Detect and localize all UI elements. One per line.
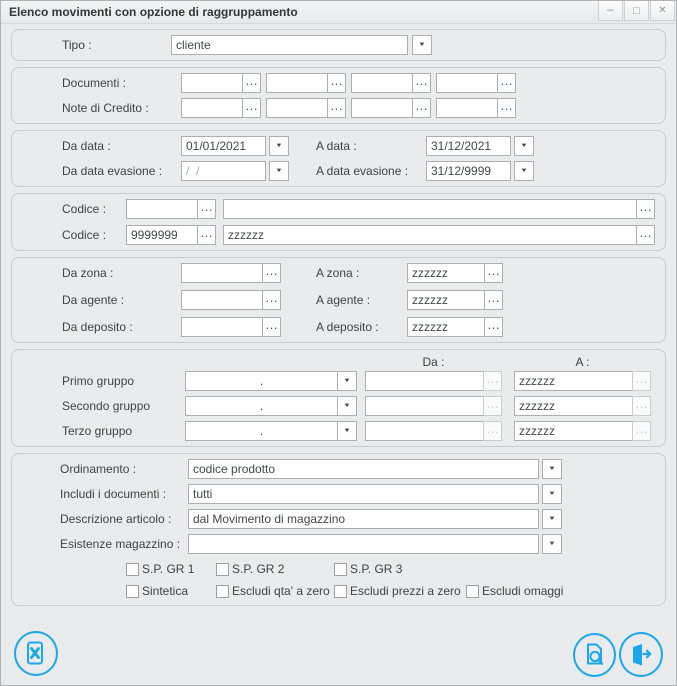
- checkbox-label: Sintetica: [142, 584, 189, 598]
- a-zona-lookup[interactable]: [484, 263, 503, 283]
- note-credito-input-1[interactable]: [181, 98, 243, 118]
- checkbox-box[interactable]: [216, 585, 229, 598]
- secondo-gruppo-dropdown-button[interactable]: [337, 396, 357, 416]
- checkbox-sp-gr-2[interactable]: [216, 560, 284, 578]
- print-preview-icon: [583, 642, 607, 668]
- secondo-gruppo-a-input[interactable]: [514, 396, 633, 416]
- checkbox-label: S.P. GR 1: [142, 562, 195, 576]
- chevron-down-icon: ▼: [275, 168, 283, 174]
- export-excel-button[interactable]: [14, 631, 58, 676]
- codice-label-2: Codice :: [62, 228, 107, 242]
- checkbox-box[interactable]: [126, 563, 139, 576]
- checkbox-sp-gr-3[interactable]: [334, 560, 402, 578]
- documenti-input-1[interactable]: [181, 73, 243, 93]
- includi-documenti-dropdown-button[interactable]: [542, 484, 562, 504]
- ellipsis-icon: …: [486, 370, 499, 386]
- codice-a-lookup[interactable]: [197, 225, 216, 245]
- checkbox-box[interactable]: [126, 585, 139, 598]
- tipo-row: [62, 35, 659, 55]
- close-button[interactable]: [650, 1, 675, 21]
- a-agente-lookup[interactable]: [484, 290, 503, 310]
- ellipsis-icon: …: [500, 72, 513, 88]
- minimize-button[interactable]: [598, 1, 623, 21]
- ellipsis-icon: …: [265, 262, 278, 278]
- checkbox-box[interactable]: [334, 585, 347, 598]
- documenti-row: [62, 73, 659, 93]
- note-credito-lookup-4[interactable]: [497, 98, 516, 118]
- terzo-gruppo-a-input[interactable]: [514, 421, 633, 441]
- a-zona-input[interactable]: [407, 263, 485, 283]
- checkbox-escludi-prezzi-zero[interactable]: [334, 582, 461, 600]
- descrizione-articolo-dropdown-button[interactable]: [542, 509, 562, 529]
- da-deposito-label: Da deposito :: [62, 320, 133, 334]
- da-zona-input[interactable]: [181, 263, 263, 283]
- codice-da-descrizione-lookup[interactable]: [636, 199, 655, 219]
- gruppi-header-da: Da :: [422, 355, 445, 369]
- primo-gruppo-select[interactable]: [185, 371, 338, 391]
- agente-row: [62, 290, 659, 310]
- ellipsis-icon: …: [635, 420, 648, 436]
- maximize-button[interactable]: [624, 1, 649, 21]
- documenti-label: Documenti :: [62, 76, 127, 90]
- da-evasione-label: Da data evasione :: [62, 164, 163, 178]
- excel-icon: [24, 640, 48, 667]
- checkbox-escludi-qta-zero[interactable]: [216, 582, 330, 600]
- documenti-input-3[interactable]: [351, 73, 413, 93]
- da-evasione-calendar-button[interactable]: [269, 161, 289, 181]
- a-evasione-label: A data evasione :: [316, 164, 409, 178]
- ellipsis-icon: …: [486, 420, 499, 436]
- window-controls: [597, 1, 675, 21]
- a-evasione-input[interactable]: [426, 161, 511, 181]
- chevron-down-icon: ▼: [548, 541, 556, 547]
- esistenze-magazzino-select[interactable]: [188, 534, 539, 554]
- date-row-1: [62, 136, 659, 156]
- date-section: [11, 130, 666, 187]
- primo-gruppo-a-input[interactable]: [514, 371, 633, 391]
- gruppi-header-a: A :: [575, 355, 590, 369]
- ellipsis-icon: …: [200, 198, 213, 214]
- ellipsis-icon: …: [200, 224, 213, 240]
- checkbox-sp-gr-1[interactable]: [126, 560, 194, 578]
- primo-gruppo-da-lookup: [483, 371, 502, 391]
- print-preview-button[interactable]: [573, 633, 616, 677]
- checkbox-label: S.P. GR 3: [350, 562, 403, 576]
- terzo-gruppo-da-lookup: [483, 421, 502, 441]
- codice-da-descrizione-input[interactable]: [223, 199, 637, 219]
- titlebar[interactable]: [1, 1, 676, 24]
- ordinamento-row: [60, 459, 659, 479]
- ellipsis-icon: …: [635, 370, 648, 386]
- tipo-section: [11, 29, 666, 61]
- a-deposito-input[interactable]: [407, 317, 485, 337]
- opzioni-section: [11, 453, 666, 606]
- da-data-label: Da data :: [62, 139, 111, 153]
- checkbox-escludi-omaggi[interactable]: [466, 582, 563, 600]
- chevron-down-icon: ▼: [343, 378, 351, 384]
- primo-gruppo-label: Primo gruppo: [62, 374, 135, 388]
- terzo-gruppo-label: Terzo gruppo: [62, 424, 133, 438]
- descrizione-articolo-select[interactable]: [188, 509, 539, 529]
- da-zona-lookup[interactable]: [262, 263, 281, 283]
- a-deposito-label: A deposito :: [316, 320, 379, 334]
- terzo-gruppo-select[interactable]: [185, 421, 338, 441]
- ellipsis-icon: …: [487, 316, 500, 332]
- chevron-down-icon: ▼: [548, 466, 556, 472]
- ordinamento-dropdown-button[interactable]: [542, 459, 562, 479]
- descrizione-articolo-row: [60, 509, 659, 529]
- ellipsis-icon: …: [415, 97, 428, 113]
- tipo-select[interactable]: [171, 35, 408, 55]
- ordinamento-label: Ordinamento :: [60, 462, 137, 476]
- chevron-down-icon: ▼: [520, 143, 528, 149]
- ellipsis-icon: …: [635, 395, 648, 411]
- ellipsis-icon: …: [487, 289, 500, 305]
- note-credito-input-2[interactable]: [266, 98, 328, 118]
- codice-a-descrizione-lookup[interactable]: [636, 225, 655, 245]
- note-credito-label: Note di Credito :: [62, 101, 149, 115]
- checkbox-label: Escludi prezzi a zero: [350, 584, 461, 598]
- secondo-gruppo-select[interactable]: [185, 396, 338, 416]
- ellipsis-icon: …: [245, 97, 258, 113]
- secondo-gruppo-da-input[interactable]: [365, 396, 484, 416]
- da-zona-label: Da zona :: [62, 266, 114, 280]
- terzo-gruppo-a-lookup: [632, 421, 651, 441]
- zone-section: [11, 257, 666, 343]
- descrizione-articolo-label: Descrizione articolo :: [60, 512, 172, 526]
- ellipsis-icon: …: [245, 72, 258, 88]
- date-row-2: [62, 161, 659, 181]
- exit-button[interactable]: [619, 632, 663, 677]
- da-deposito-input[interactable]: [181, 317, 263, 337]
- includi-documenti-select[interactable]: [188, 484, 539, 504]
- ellipsis-icon: …: [639, 198, 652, 214]
- codice-row-1: [62, 199, 659, 219]
- note-credito-row: [62, 98, 659, 118]
- chevron-down-icon: ▼: [343, 428, 351, 434]
- esistenze-magazzino-row: [60, 534, 659, 554]
- close-icon: ✕: [658, 5, 667, 16]
- ellipsis-icon: …: [330, 97, 343, 113]
- deposito-row: [62, 317, 659, 337]
- a-data-label: A data :: [316, 139, 357, 153]
- checkbox-label: Escludi qta' a zero: [232, 584, 330, 598]
- da-deposito-lookup[interactable]: [262, 317, 281, 337]
- a-zona-label: A zona :: [316, 266, 360, 280]
- chevron-down-icon: ▼: [275, 143, 283, 149]
- a-data-input[interactable]: [426, 136, 511, 156]
- codice-da-lookup[interactable]: [197, 199, 216, 219]
- da-agente-label: Da agente :: [62, 293, 125, 307]
- secondo-gruppo-a-lookup: [632, 396, 651, 416]
- checkbox-label: S.P. GR 2: [232, 562, 285, 576]
- da-evasione-input[interactable]: [181, 161, 266, 181]
- terzo-gruppo-dropdown-button[interactable]: [337, 421, 357, 441]
- documenti-lookup-3[interactable]: [412, 73, 431, 93]
- esistenze-magazzino-label: Esistenze magazzino :: [60, 537, 181, 551]
- checkbox-sintetica[interactable]: [126, 582, 188, 600]
- chevron-down-icon: ▼: [548, 491, 556, 497]
- primo-gruppo-a-lookup: [632, 371, 651, 391]
- note-credito-lookup-1[interactable]: [242, 98, 261, 118]
- documenti-section: [11, 67, 666, 124]
- a-agente-label: A agente :: [316, 293, 371, 307]
- note-credito-input-3[interactable]: [351, 98, 413, 118]
- minimize-icon: –: [607, 1, 614, 16]
- codice-a-descrizione-input[interactable]: [223, 225, 637, 245]
- gruppi-section: [11, 349, 666, 447]
- checkbox-row-2: [60, 582, 659, 600]
- includi-documenti-label: Includi i documenti :: [60, 487, 167, 501]
- note-credito-input-4[interactable]: [436, 98, 498, 118]
- chevron-down-icon: ▼: [548, 516, 556, 522]
- maximize-icon: □: [633, 4, 640, 17]
- ellipsis-icon: …: [500, 97, 513, 113]
- ordinamento-select[interactable]: [188, 459, 539, 479]
- primo-gruppo-dropdown-button[interactable]: [337, 371, 357, 391]
- checkbox-box[interactable]: [216, 563, 229, 576]
- ellipsis-icon: …: [330, 72, 343, 88]
- tipo-label: Tipo :: [62, 38, 92, 52]
- secondo-gruppo-label: Secondo gruppo: [62, 399, 151, 413]
- exit-door-icon: [628, 641, 654, 668]
- documenti-lookup-1[interactable]: [242, 73, 261, 93]
- codice-row-2: [62, 225, 659, 245]
- da-data-calendar-button[interactable]: [269, 136, 289, 156]
- gruppi-header-row: [62, 355, 659, 371]
- codice-label-1: Codice :: [62, 202, 107, 216]
- codice-a-input[interactable]: [126, 225, 198, 245]
- terzo-gruppo-row: [62, 421, 659, 441]
- a-agente-input[interactable]: [407, 290, 485, 310]
- terzo-gruppo-da-input[interactable]: [365, 421, 484, 441]
- documenti-input-4[interactable]: [436, 73, 498, 93]
- ellipsis-icon: …: [265, 289, 278, 305]
- da-agente-lookup[interactable]: [262, 290, 281, 310]
- chevron-down-icon: ▼: [520, 168, 528, 174]
- primo-gruppo-da-input[interactable]: [365, 371, 484, 391]
- ellipsis-icon: …: [265, 316, 278, 332]
- esistenze-magazzino-dropdown-button[interactable]: [542, 534, 562, 554]
- primo-gruppo-row: [62, 371, 659, 391]
- da-data-input[interactable]: [181, 136, 266, 156]
- ellipsis-icon: …: [486, 395, 499, 411]
- documenti-lookup-4[interactable]: [497, 73, 516, 93]
- checkbox-box[interactable]: [466, 585, 479, 598]
- ellipsis-icon: …: [415, 72, 428, 88]
- checkbox-row-1: [60, 560, 659, 578]
- da-agente-input[interactable]: [181, 290, 263, 310]
- checkbox-box[interactable]: [334, 563, 347, 576]
- codice-da-input[interactable]: [126, 199, 198, 219]
- a-deposito-lookup[interactable]: [484, 317, 503, 337]
- a-data-calendar-button[interactable]: [514, 136, 534, 156]
- includi-documenti-row: [60, 484, 659, 504]
- note-credito-lookup-2[interactable]: [327, 98, 346, 118]
- tipo-dropdown-button[interactable]: [412, 35, 432, 55]
- window-title: Elenco movimenti con opzione di raggruppamento: [9, 5, 298, 19]
- secondo-gruppo-row: [62, 396, 659, 416]
- a-evasione-calendar-button[interactable]: [514, 161, 534, 181]
- documenti-lookup-2[interactable]: [327, 73, 346, 93]
- documenti-input-2[interactable]: [266, 73, 328, 93]
- checkbox-label: Escludi omaggi: [482, 584, 564, 598]
- note-credito-lookup-3[interactable]: [412, 98, 431, 118]
- codice-section: [11, 193, 666, 251]
- ellipsis-icon: …: [487, 262, 500, 278]
- secondo-gruppo-da-lookup: [483, 396, 502, 416]
- zona-row: [62, 263, 659, 283]
- chevron-down-icon: ▼: [343, 403, 351, 409]
- ellipsis-icon: …: [639, 224, 652, 240]
- chevron-down-icon: ▼: [418, 42, 426, 48]
